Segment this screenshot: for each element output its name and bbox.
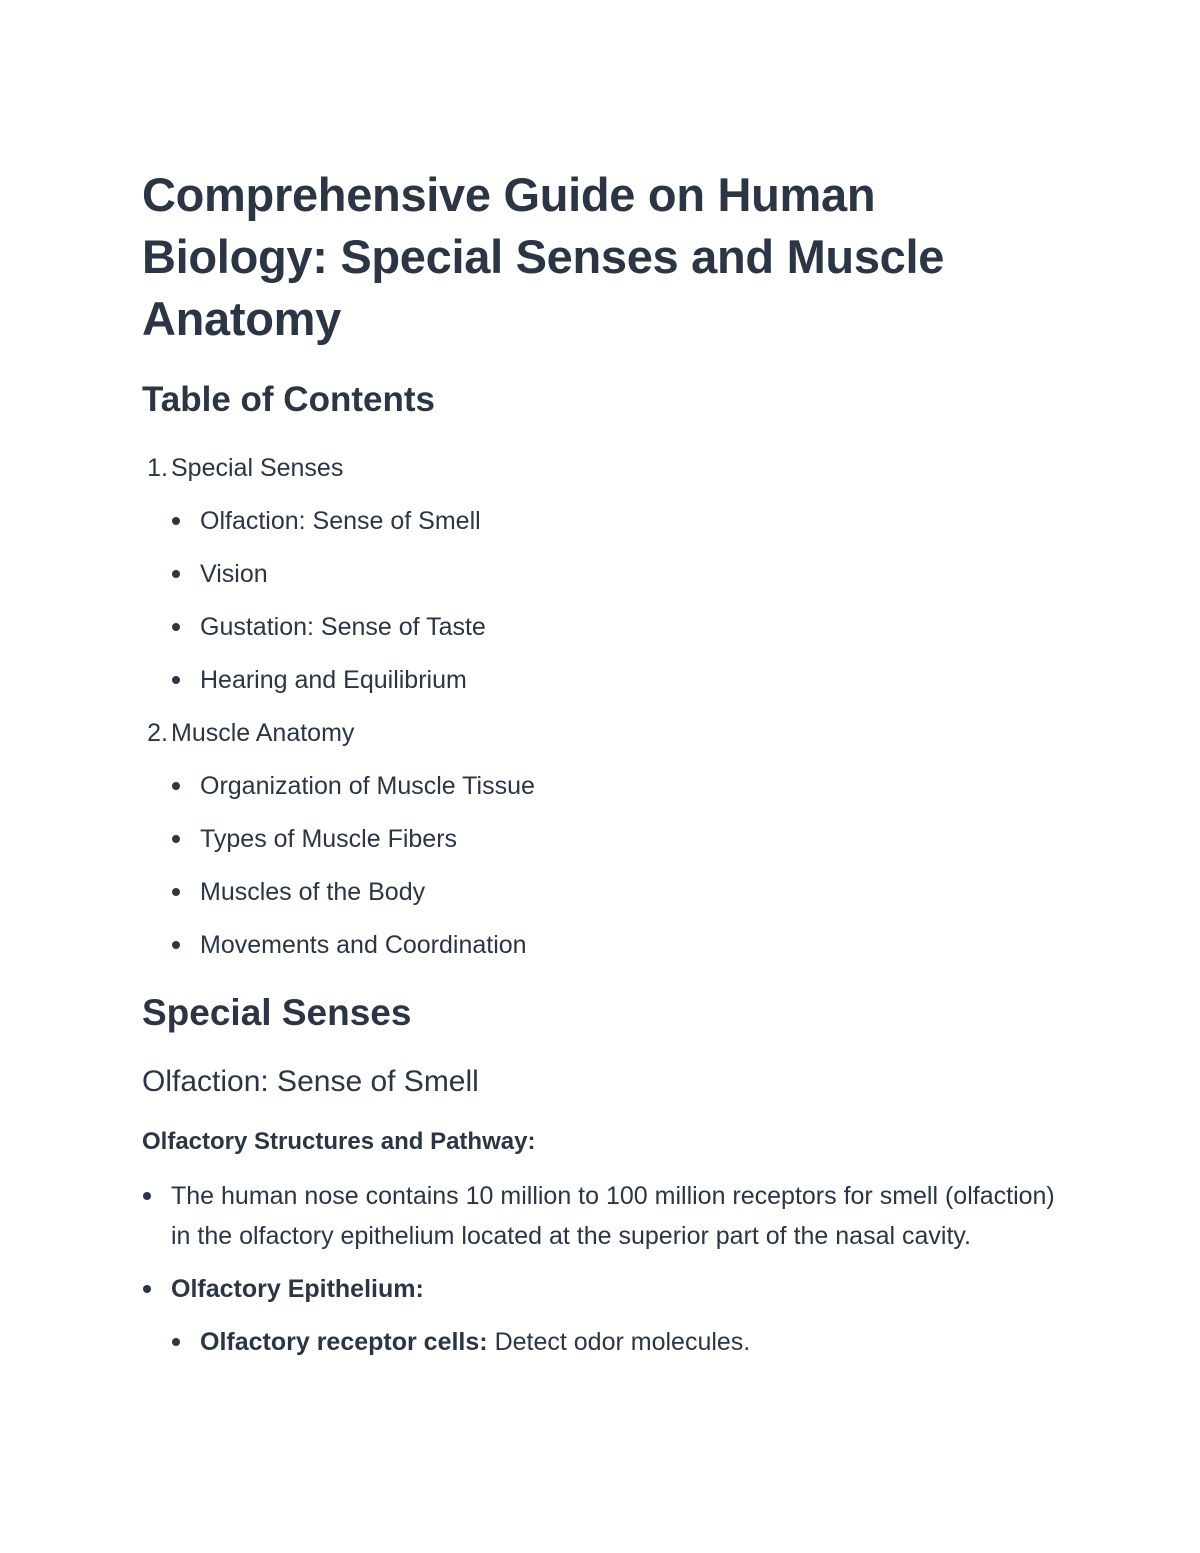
structures-label: Olfactory Structures and Pathway: — [142, 1128, 536, 1155]
toc-subitem-label: Organization of Muscle Tissue — [200, 772, 535, 800]
toc-subitem-label: Muscles of the Body — [200, 878, 426, 906]
epithelium-label: Olfactory Epithelium: — [171, 1275, 424, 1303]
bullet-icon — [172, 782, 180, 790]
toc-number: 1. — [147, 454, 168, 482]
toc-subitem[interactable] — [142, 766, 1042, 819]
list-subitem — [142, 1322, 1062, 1362]
bullet-icon — [172, 835, 180, 843]
toc-subitem[interactable] — [142, 872, 1042, 925]
bullet-icon — [172, 941, 180, 949]
subsection-heading: Olfaction: Sense of Smell — [142, 1065, 479, 1098]
receptor-cells-label: Olfactory receptor cells: — [200, 1328, 488, 1356]
bullet-icon — [172, 676, 180, 684]
toc-subitem[interactable] — [142, 660, 1042, 713]
document-title: Comprehensive Guide on Human Biology: Special Senses and Muscle Anatomy — [142, 168, 945, 345]
section-heading: Special Senses — [142, 992, 412, 1033]
toc-subitem[interactable] — [142, 554, 1042, 607]
bullet-icon — [172, 517, 180, 525]
bullet-icon — [172, 570, 180, 578]
toc-subitem[interactable] — [142, 819, 1042, 872]
toc-item-special-senses[interactable] — [142, 448, 1042, 501]
bullet-icon — [172, 1338, 180, 1346]
bullet-icon — [143, 1192, 151, 1200]
toc-subitem[interactable] — [142, 925, 1042, 978]
toc-heading: Table of Contents — [142, 380, 435, 419]
toc-label: Muscle Anatomy — [171, 719, 355, 747]
bullet-icon — [172, 623, 180, 631]
toc-number: 2. — [147, 719, 168, 747]
toc-subitem-label: Types of Muscle Fibers — [200, 825, 458, 853]
toc-subitem-label: Olfaction: Sense of Smell — [200, 507, 481, 535]
paragraph-text: The human nose contains 10 million to 100 million receptors for smell (olfaction) in the olfactory epithelium located at the superior part of the nasal cavity. — [171, 1182, 1055, 1250]
toc-item-muscle-anatomy[interactable] — [142, 713, 1042, 766]
toc-subitem-label: Movements and Coordination — [200, 931, 527, 959]
toc-subitem[interactable] — [142, 607, 1042, 660]
bullet-icon — [143, 1285, 151, 1293]
table-of-contents — [142, 448, 1042, 978]
toc-subitem-label: Gustation: Sense of Taste — [200, 613, 486, 641]
bullet-icon — [172, 888, 180, 896]
receptor-cells-text: Detect odor molecules. — [487, 1328, 751, 1356]
toc-subitem-label: Vision — [200, 560, 268, 588]
toc-subitem[interactable] — [142, 501, 1042, 554]
content-list — [142, 1176, 1062, 1362]
list-item — [142, 1176, 1062, 1256]
toc-subitem-label: Hearing and Equilibrium — [200, 666, 467, 694]
toc-label: Special Senses — [171, 454, 344, 482]
list-item — [142, 1269, 1062, 1309]
